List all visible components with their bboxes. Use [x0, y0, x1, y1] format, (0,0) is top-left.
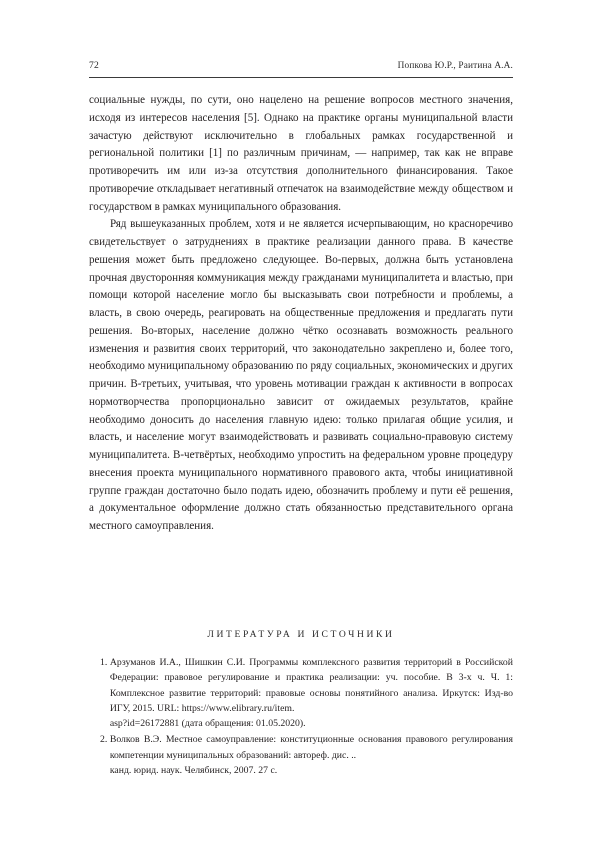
- header-divider: [89, 77, 513, 78]
- running-head: [89, 60, 513, 71]
- references-heading: ЛИТЕРАТУРА И ИСТОЧНИКИ: [207, 629, 395, 640]
- running-head-authors: Попкова Ю.Р., Раитина А.А.: [397, 61, 513, 71]
- reference-body: Арзуманов И.А., Шишкин С.И. Программы комплексного развития территорий в Российской Федерации: правовое регулирование и практика реализации: уч. пособие. В 3-х ч. Ч. 1: Комплексное развитие территорий: правовые основы понятийного анализа. Иркутск: Изд-во ИГУ, 2015. URL: https://www.elibrary.ru/item.: [109, 657, 513, 715]
- reference-last-line: канд. юрид. наук. Челябинск, 2007. 27 с.: [109, 764, 278, 776]
- reference-number: 2.: [100, 734, 108, 746]
- reference-text: [110, 732, 513, 778]
- page-number: 72: [89, 60, 99, 71]
- paragraph-2: Ряд вышеуказанных проблем, хотя и не является исчерпывающим, но красноречиво свидетельствует о затруднениях в практике реализации данного права. В качестве решения может быть предложено следующее. Во-первых, должна быть установлена прочная двусторонняя коммуникация между гражданами муниципалитета и властью, при помощи которой население могло бы высказывать свои потребности и проблемы, а власть, в свою очередь, реагировать на общественные предложения и предлагать пути решения. Во-вторых, население должно чётко осознавать возможность реального изменения и развития своих территорий, что законодательно закреплено и, более того, необходимо муниципальному образованию по ряду социальных, экономических и других причин. В-третьих, учитывая, что уровень мотивации граждан к активности в вопросах нормотворчества пропорционально зависит от ожидаемых результатов, крайне необходимо доносить до населения главную идею: только прилагая общие усилия, и власть, и население могут взаимодействовать и развивать социально-правовую систему муниципалитета. В-четвёртых, необходимо упростить на федеральном уровне процедуру внесения проекта муниципального нормативного правового акта, чтобы инициативной группе граждан достаточно было подать идею, обозначить проблему и пути её решения, а документальное оформление должно стать обязанностью представительного органа местного самоуправления.: [89, 218, 513, 532]
- reference-text: [110, 655, 513, 732]
- references-list: [89, 655, 513, 779]
- reference-body: Волков В.Э. Местное самоуправление: конституционные основания правового регулирования компетенции муниципальных образований: автореф. дис. ..: [109, 734, 513, 761]
- reference-number: 1.: [100, 657, 108, 668]
- reference-item: [89, 732, 513, 778]
- body-text: [89, 92, 513, 536]
- reference-last-line: asp?id=26172881 (дата обращения: 01.05.2020).: [109, 718, 306, 730]
- paragraph-1: социальные нужды, по сути, оно нацелено на решение вопросов местного значения, исходя из интересов населения [5]. Однако на практике органы муниципальной власти зачастую действуют исключительно в глобальных рамках государственной и региональной политики [1] по различным причинам, — например, так как не вправе противоречить им или из-за отсутствия дополнительного финансирования. Такое противоречие откладывает негативный отпечаток на взаимодействие между обществом и государством в рамках муниципального образования.: [89, 94, 513, 213]
- reference-item: [89, 655, 513, 732]
